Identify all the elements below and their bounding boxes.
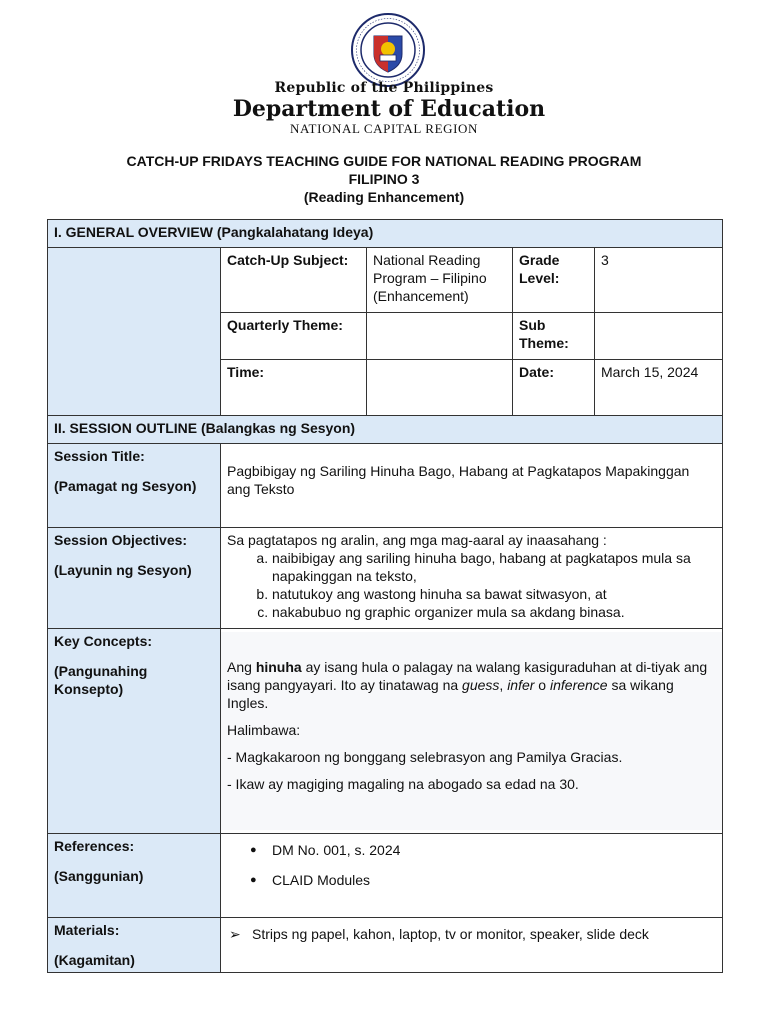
objectives-label: Session Objectives: <box>54 532 188 548</box>
title-line-1: CATCH-UP FRIDAYS TEACHING GUIDE FOR NATIONAL READING PROGRAM <box>126 153 642 169</box>
session-title-value: Pagbibigay ng Sariling Hinuha Bago, Habang at Pagkatapos Mapakinggan ang Teksto <box>227 463 690 497</box>
title-line-2: FILIPINO 3 <box>348 171 420 187</box>
arrow-bullet-icon: ➢ <box>229 926 241 942</box>
date-label: Date: <box>513 360 595 416</box>
date-value: March 15, 2024 <box>595 360 723 416</box>
key-concepts-content <box>221 632 722 830</box>
sub-theme-value <box>595 313 723 360</box>
session-title-label: Session Title: <box>54 448 145 464</box>
objectives-label-fil: (Layunin ng Sesyon) <box>54 562 192 578</box>
subject-label: Catch-Up Subject: <box>221 248 367 313</box>
grade-value: 3 <box>595 248 723 313</box>
department-heading: Department of Education <box>232 96 546 122</box>
region-heading: NATIONAL CAPITAL REGION <box>290 121 478 136</box>
session-outline-heading: II. SESSION OUTLINE (Balangkas ng Sesyon) <box>48 416 723 444</box>
objective-item: a. naibibigay ang sariling hinuha bago, habang at pagkatapos mula sa napakinggan na teksto, <box>272 549 716 585</box>
materials-cell <box>221 918 723 973</box>
objectives-intro: Sa pagtatapos ng aralin, ang mga mag-aaral ay inaasahang : <box>227 532 607 548</box>
time-label: Time: <box>221 360 367 416</box>
time-value <box>367 360 513 416</box>
key-concepts-label-cell <box>48 629 221 834</box>
document-titles <box>0 152 768 206</box>
materials-value: Strips ng papel, kahon, laptop, tv or monitor, speaker, slide deck <box>252 926 649 942</box>
grade-label: Grade Level: <box>513 248 595 313</box>
overview-spacer-cell <box>48 248 221 416</box>
key-concepts-cell <box>221 629 723 834</box>
objectives-cell <box>221 528 723 629</box>
teaching-guide-table <box>47 219 723 973</box>
objective-item: b. natutukoy ang wastong hinuha sa bawat sitwasyon, at <box>272 585 716 603</box>
general-overview-heading: I. GENERAL OVERVIEW (Pangkalahatang Ideya) <box>48 220 723 248</box>
session-title-label-fil: (Pamagat ng Sesyon) <box>54 478 197 494</box>
deped-seal-icon <box>350 12 426 88</box>
example-label: Halimbawa: <box>227 722 301 738</box>
quarterly-theme-value <box>367 313 513 360</box>
objective-item: c. nakabubuo ng graphic organizer mula sa akdang binasa. <box>272 603 716 621</box>
republic-heading: Republic of the Philippines <box>274 80 494 96</box>
references-label-cell <box>48 834 221 918</box>
key-concepts-label-fil: (Pangunahing Konsepto) <box>54 663 148 697</box>
objectives-list <box>227 549 716 621</box>
title-line-3: (Reading Enhancement) <box>303 189 465 205</box>
session-title-label-cell <box>48 444 221 528</box>
materials-label-cell <box>48 918 221 973</box>
references-cell <box>221 834 723 918</box>
references-list <box>227 841 716 889</box>
reference-item: ● CLAID Modules <box>227 871 716 889</box>
materials-label-fil: (Kagamitan) <box>54 952 135 968</box>
example-1: - Magkakaroon ng bonggang selebrasyon ang Pamilya Gracias. <box>227 749 623 765</box>
example-2: - Ikaw ay magiging magaling na abogado sa edad na 30. <box>227 776 579 792</box>
sub-theme-label: Sub Theme: <box>513 313 595 360</box>
materials-item <box>227 925 716 943</box>
references-label: References: <box>54 838 135 854</box>
hinuha-term: hinuha <box>255 659 302 675</box>
objectives-label-cell <box>48 528 221 629</box>
key-concepts-label: Key Concepts: <box>54 633 153 649</box>
reference-item: ● DM No. 001, s. 2024 <box>227 841 716 859</box>
references-label-fil: (Sanggunian) <box>54 868 144 884</box>
materials-label: Materials: <box>54 922 120 938</box>
session-title-cell <box>221 444 723 528</box>
subject-value: National Reading Program – Filipino (Enhancement) <box>367 248 513 313</box>
concept-definition: Ang hinuha ay isang hula o palagay na walang kasiguraduhan at di-tiyak ang isang pangyayari. Ito ay tinatawag na guess, infer o inference sa wikang Ingles. <box>227 659 708 711</box>
quarterly-theme-label: Quarterly Theme: <box>221 313 367 360</box>
